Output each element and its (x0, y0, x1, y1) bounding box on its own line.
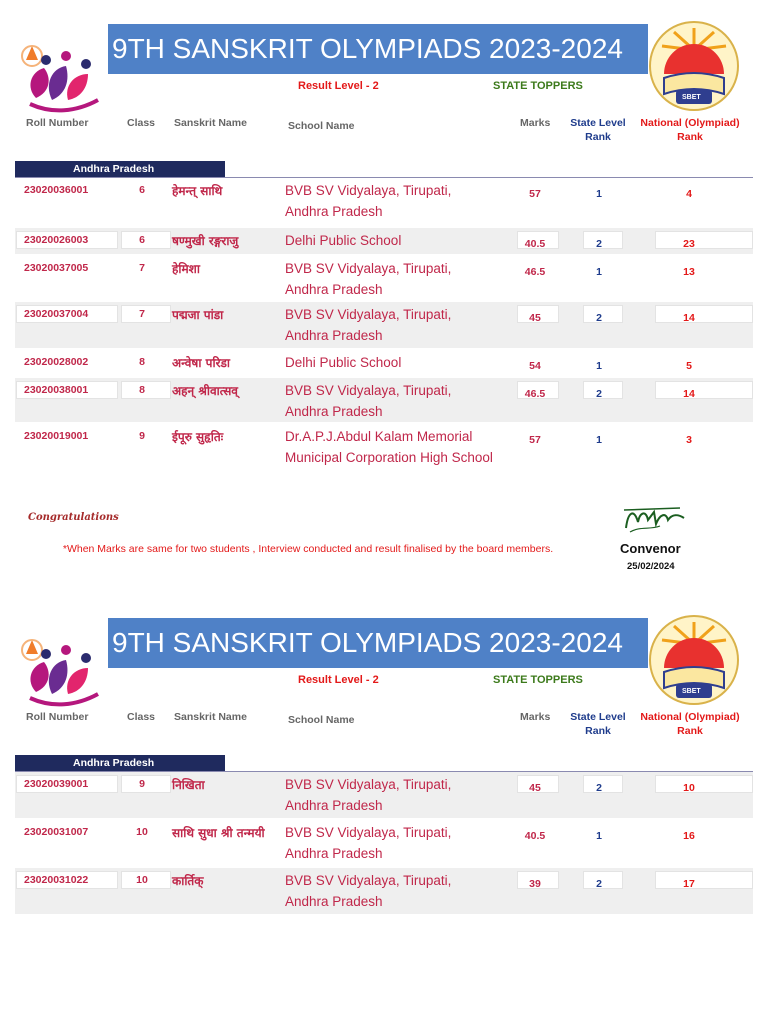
state-rank-value: 2 (596, 238, 602, 250)
col-header-school: School Name (288, 714, 355, 726)
school-name (285, 352, 401, 373)
national-rank-value: 23 (683, 238, 695, 250)
school-name-line1: BVB SV Vidyalaya, Tirupati, (285, 777, 452, 792)
roll-number: 23020031007 (24, 826, 89, 838)
sanskrit-name: हेमन्त् साथि (172, 184, 223, 198)
olympiad-logo-icon (16, 38, 108, 116)
sbet-logo-icon (648, 20, 740, 116)
state-rank-value: 2 (596, 782, 602, 794)
table-row (15, 228, 753, 254)
state-label: Andhra Pradesh (15, 755, 225, 772)
sbet-logo-label: SBET (682, 94, 701, 101)
school-name-line1: BVB SV Vidyalaya, Tirupati, (285, 825, 452, 840)
state-rank-value: 1 (596, 360, 602, 372)
school-name-line2: Andhra Pradesh (285, 282, 383, 297)
national-rank-value: 4 (686, 188, 692, 200)
class-value: 9 (139, 778, 145, 790)
state-label: Andhra Pradesh (15, 161, 225, 178)
state-rank-value: 2 (596, 388, 602, 400)
roll-number: 23020028002 (24, 356, 89, 368)
sanskrit-name: अहन् श्रीवात्सव् (172, 384, 238, 398)
col-header-school: School Name (288, 120, 355, 132)
col-header-national-rank-line1: National (Olympiad) (640, 711, 740, 723)
result-level-label: Result Level - 2 (298, 674, 379, 686)
col-header-state-rank-line2: Rank (585, 131, 611, 143)
col-header-national-rank-line2: Rank (677, 131, 703, 143)
table-row (15, 256, 753, 300)
class-value: 7 (139, 308, 145, 320)
table-row (15, 350, 753, 376)
state-toppers-label: STATE TOPPERS (493, 80, 583, 92)
col-header-marks: Marks (520, 117, 551, 129)
convenor-label: Convenor (620, 541, 681, 556)
col-header-sanskrit: Sanskrit Name (174, 117, 247, 129)
class-value: 6 (139, 234, 145, 246)
school-name (285, 258, 451, 300)
olympiad-logo-icon (16, 632, 108, 710)
sanskrit-name: पद्मजा पांडा (172, 308, 224, 322)
marks-value: 57 (529, 434, 541, 446)
marks-value: 40.5 (524, 830, 546, 842)
school-name-line1: BVB SV Vidyalaya, Tirupati, (285, 261, 452, 276)
roll-number: 23020031022 (24, 874, 89, 886)
school-name-line2: Municipal Corporation High School (285, 450, 493, 465)
roll-number: 23020026003 (24, 234, 89, 246)
state-rank-value: 2 (596, 312, 602, 324)
col-header-state-rank-line1: State Level (570, 711, 626, 723)
state-rank-value: 1 (596, 188, 602, 200)
marks-value: 39 (529, 878, 541, 890)
school-name-line2: Andhra Pradesh (285, 798, 383, 813)
school-name (285, 774, 451, 816)
cell-box (655, 231, 753, 249)
school-name-line1: Delhi Public School (285, 233, 402, 248)
table-row (15, 378, 753, 422)
roll-number: 23020039001 (24, 778, 89, 790)
national-rank-value: 13 (683, 266, 695, 278)
page-title-banner: 9TH SANSKRIT OLYMPIADS 2023-2024 (108, 618, 648, 668)
national-rank-value: 10 (683, 782, 695, 794)
school-name-line1: BVB SV Vidyalaya, Tirupati, (285, 183, 452, 198)
school-name (285, 230, 401, 251)
cell-box (655, 305, 753, 323)
national-rank-value: 5 (686, 360, 692, 372)
cell-box (655, 871, 753, 889)
marks-value: 54 (529, 360, 541, 372)
tie-break-note: *When Marks are same for two students , Interview conducted and result finalised by the board members. (62, 543, 554, 555)
col-header-national-rank (634, 710, 746, 738)
marks-value: 45 (529, 312, 541, 324)
col-header-national-rank-line1: National (Olympiad) (640, 117, 740, 129)
school-name-line1: Dr.A.P.J.Abdul Kalam Memorial (285, 429, 473, 444)
school-name (285, 822, 451, 864)
state-toppers-label: STATE TOPPERS (493, 674, 583, 686)
col-header-class: Class (127, 117, 156, 129)
marks-value: 45 (529, 782, 541, 794)
table-row (15, 772, 753, 818)
roll-number: 23020037004 (24, 308, 89, 320)
col-header-roll: Roll Number (26, 711, 89, 723)
school-name-line1: BVB SV Vidyalaya, Tirupati, (285, 307, 452, 322)
school-name-line1: BVB SV Vidyalaya, Tirupati, (285, 873, 452, 888)
national-rank-value: 3 (686, 434, 692, 446)
table-row (15, 178, 753, 226)
class-value: 6 (139, 184, 145, 196)
col-header-state-rank-line2: Rank (585, 725, 611, 737)
state-rank-value: 1 (596, 266, 602, 278)
school-name (285, 180, 451, 222)
class-value: 9 (139, 430, 145, 442)
sanskrit-name: साथि सुधा श्री तन्मयी (172, 826, 265, 840)
school-name (285, 304, 451, 346)
state-rank-value: 1 (596, 434, 602, 446)
table-row (15, 302, 753, 348)
sbet-logo-label: SBET (682, 688, 701, 695)
col-header-state-rank-line1: State Level (570, 117, 626, 129)
sanskrit-name: निखिता (172, 778, 205, 792)
col-header-national-rank (634, 116, 746, 144)
col-header-marks: Marks (520, 711, 551, 723)
school-name-line2: Andhra Pradesh (285, 894, 383, 909)
national-rank-value: 14 (683, 388, 695, 400)
sanskrit-name: ईपूरु सुहृतिः (172, 430, 224, 444)
col-header-class: Class (127, 711, 156, 723)
class-value: 8 (139, 384, 145, 396)
marks-value: 46.5 (524, 388, 546, 400)
class-value: 7 (139, 262, 145, 274)
page-title-banner: 9TH SANSKRIT OLYMPIADS 2023-2024 (108, 24, 648, 74)
national-rank-value: 14 (683, 312, 695, 324)
national-rank-value: 17 (683, 878, 695, 890)
school-name (285, 380, 451, 422)
col-header-roll: Roll Number (26, 117, 89, 129)
school-name-line2: Andhra Pradesh (285, 846, 383, 861)
sanskrit-name: कार्तिक् (172, 874, 204, 888)
class-value: 10 (136, 826, 148, 838)
roll-number: 23020036001 (24, 184, 89, 196)
col-header-state-rank (565, 116, 631, 144)
marks-value: 46.5 (524, 266, 546, 278)
school-name (285, 426, 493, 468)
school-name-line2: Andhra Pradesh (285, 328, 383, 343)
class-value: 10 (136, 874, 148, 886)
class-value: 8 (139, 356, 145, 368)
school-name (285, 870, 451, 912)
col-header-state-rank (565, 710, 631, 738)
congratulations-text: Congratulations (28, 512, 119, 523)
school-name-line2: Andhra Pradesh (285, 404, 383, 419)
national-rank-value: 16 (683, 830, 695, 842)
cell-box (655, 381, 753, 399)
col-header-national-rank-line2: Rank (677, 725, 703, 737)
sbet-logo-icon (648, 614, 740, 710)
school-name-line1: BVB SV Vidyalaya, Tirupati, (285, 383, 452, 398)
sanskrit-name: षण्मुखी रङ्गराजु (172, 234, 239, 248)
issue-date: 25/02/2024 (627, 561, 675, 572)
school-name-line2: Andhra Pradesh (285, 204, 383, 219)
roll-number: 23020038001 (24, 384, 89, 396)
table-row (15, 424, 753, 470)
marks-value: 57 (529, 188, 541, 200)
marks-value: 40.5 (524, 238, 546, 250)
sanskrit-name: हेमिशा (172, 262, 200, 276)
sanskrit-name: अन्वेषा परिडा (172, 356, 231, 370)
table-row (15, 868, 753, 914)
cell-box (655, 775, 753, 793)
state-rank-value: 2 (596, 878, 602, 890)
table-row (15, 820, 753, 866)
roll-number: 23020037005 (24, 262, 89, 274)
school-name-line1: Delhi Public School (285, 355, 402, 370)
convenor-signature-icon (620, 502, 690, 534)
col-header-sanskrit: Sanskrit Name (174, 711, 247, 723)
result-level-label: Result Level - 2 (298, 80, 379, 92)
roll-number: 23020019001 (24, 430, 89, 442)
state-rank-value: 1 (596, 830, 602, 842)
